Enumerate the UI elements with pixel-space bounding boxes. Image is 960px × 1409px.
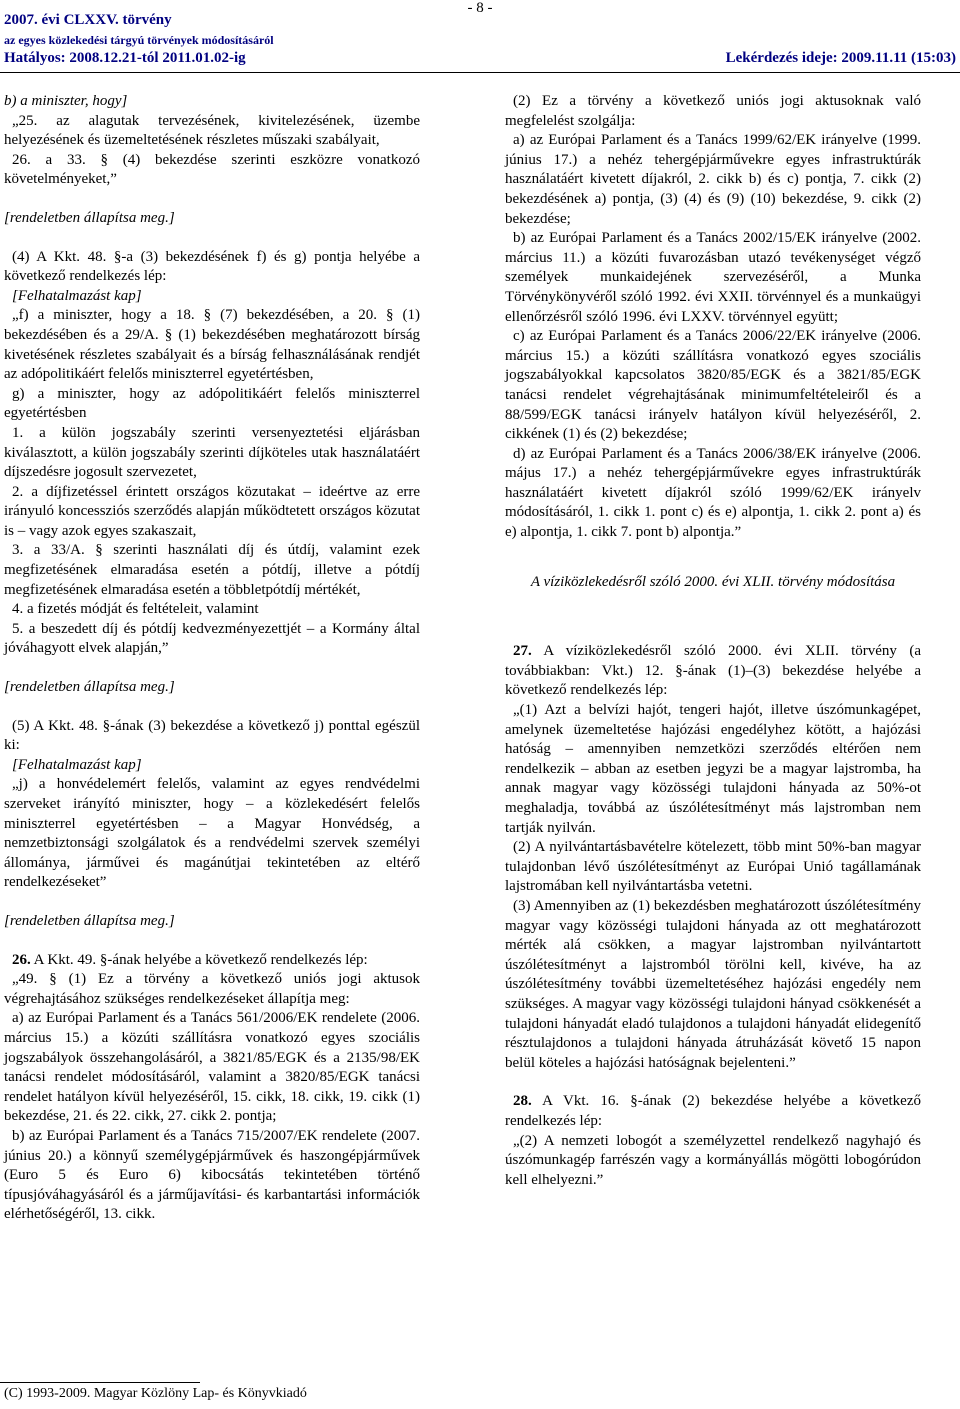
- paragraph: a) az Európai Parlament és a Tanács 561/2006/EK rendelete (2006. március 15.) a közúti szállításra vonatkozó egyes szociális jogszabályok összehangolásáról, a 3821/85/EGK és a 2135/98/EK tanácsi rendelet módosításáról, valamint a 3820/85/EGK tanácsi rendelet hatályon kívül helyezéséről, 15. cikk, 18. cikk, 19. cikk (1) bekezdése, 21. és 22. cikk, 27. cikk 2. pontja;: [4, 1010, 420, 1125]
- paragraph: a) az Európai Parlament és a Tanács 1999/62/EK irányelve (1999. június 17.) a nehéz tehergépjárművekre egyes infrastruktúrák használatáért kivetett díjakról, 2. cikk b) és c) pontja, 7. cikk (2) bekezdésének a) pontja, (3) (4) és (9) (10) bekezdése, 9. cikk (2) bekezdése;: [505, 132, 921, 227]
- query-time: Lekérdezés ideje: 2009.11.11 (15:03): [725, 50, 956, 66]
- paragraph: b) a miniszter, hogy]: [4, 93, 128, 109]
- left-column: [4, 92, 420, 1225]
- footer-divider: [0, 1382, 200, 1383]
- document-title: 2007. évi CLXXV. törvény: [4, 12, 172, 28]
- section-heading: A víziközlekedésről szóló 2000. évi XLII. törvény módosítása: [530, 573, 896, 590]
- paragraph: „25. az alagutak tervezésének, kivitelezésének, üzembe helyezésének és üzemeltetésének részletes műszaki szabályait,: [4, 112, 420, 149]
- page-number: - 8 -: [467, 0, 493, 16]
- section-number: 27.: [513, 643, 532, 660]
- paragraph: (2) Ez a törvény a következő uniós jogi aktusoknak való megfelelést szolgálja:: [505, 93, 921, 129]
- paragraph: 5. a beszedett díj és pótdíj kedvezményezettjét – a Kormány által jóváhagyott elvek alapján,”: [4, 620, 420, 657]
- paragraph: [505, 642, 921, 701]
- paragraph: 2. a díjfizetéssel érintett országos közutakat – ideértve az erre irányuló koncessziós szerződés alapján működtetett országos közutat is – vagy azok egyes szakaszait,: [4, 483, 420, 539]
- bracket-note: [rendeletben állapítsa meg.]: [4, 912, 175, 929]
- bracket-note: [Felhatalmazást kap]: [12, 756, 142, 773]
- paragraph: „(2) A nemzeti lobogót a személyzettel rendelkező nagyhajó és úszómunkagép farrészén vagy a kormányállás mögötti lobogórúdon kell elhelyezni.”: [505, 1132, 921, 1188]
- paragraph: [505, 1092, 921, 1131]
- paragraph: (3) Amennyiben az (1) bekezdésben meghatározott úszólétesítmény magyar vagy közösségi tulajdoni hányada az ott meghatározott mérték alá csökken, a magyar lajstromban nyilvántartott úszólétesítményt a lajstromból törölni kell, kivéve, ha az úszólétesítmény további üzemeltetéséhez hajózási engedély nem szükséges. A magyar vagy közösségi tulajdoni hányad csökkenését a tulajdoni hányadát eladó tulajdonos a tulajdoni hányadát elidegenítő résztulajdonos a tulajdoni hányada átruházását követő 15 napon belül köteles a hajózási hatóságnak bejelenteni.”: [505, 897, 921, 1071]
- header-divider: [0, 72, 960, 73]
- paragraph: b) az Európai Parlament és a Tanács 715/2007/EK rendelete (2007. június 20.) a könnyű személygépjárművek és haszongépjárművek (Euro 5 és Euro 6) kibocsátás tekintetében történő típusjóváhagyásáról és a járműjavítási- és karbantartási információk elérhetőségéről, 13. cikk.: [4, 1127, 420, 1223]
- paragraph: „(1) Azt a belvízi hajót, tengeri hajót, illetve úszómunkagépet, amelynek üzemeltetése hajózási engedélyhez kötött, a hajózási hatóság – amennyiben nemzetközi szerződés eltérően nem rendelkezik – abban az esetben jegyzi be a magyar lajstromba, ha annak magyar vagy közösségi tulajdoni hányada az 50%-ot meghaladja, továbbá az úszólétesítményt más lajstromban nem tartják nyilván.: [505, 702, 921, 836]
- paragraph: d) az Európai Parlament és a Tanács 2006/38/EK irányelve (2006. május 17.) a nehéz tehergépjárművekre egyes infrastruktúrák használatáért kivetett díjakról szóló 1999/62/EK irányelv módosításáról, 1. cikk 1. pont c) és e) alpontja, 1. cikk 2. pont a) és e) alpontja, 1. cikk 7. pont b) alpontja.”: [505, 445, 921, 541]
- bracket-note: [Felhatalmazást kap]: [12, 287, 142, 304]
- footer-copyright: (C) 1993-2009. Magyar Közlöny Lap- és Könyvkiadó: [4, 1386, 307, 1401]
- paragraph: 1. a külön jogszabály szerinti versenyeztetési eljárásban kiválasztott, a külön jogszabály szerinti díjköteles utak használatáért díjszedésre jogosult szervezetet,: [4, 424, 420, 481]
- paragraph-text: A víziközlekedésről szóló 2000. évi XLII. törvény (a továbbiakban: Vkt.) 12. §-ának (1)–(3) bekezdése helyébe a következő rendelkezés lép:: [505, 643, 921, 699]
- paragraph: (2) A nyilvántartásbavételre kötelezett, több mint 50%-ban magyar tulajdonban lévő úszólétesítményt az Európai Unió tagállamának lajstromában kell nyilvántartásba vetetni.: [505, 839, 921, 895]
- paragraph: c) az Európai Parlament és a Tanács 2006/22/EK irányelve (2006. március 15.) a közúti szállításra vonatkozó egyes szociális jogszabályokkal kapcsolatos 3820/85/EGK és a 3821/85/EGK tanácsi rendelet végrehajtásának minimumfeltételeiről és a 88/599/EGK tanácsi irányelv hatályon kívül helyezéséről, 2. cikkének (1) és (2) bekezdése;: [505, 328, 921, 443]
- paragraph: 26. a 33. § (4) bekezdése szerinti eszközre vonatkozó követelményeket,”: [4, 151, 420, 188]
- right-column: [505, 92, 921, 1190]
- paragraph: b) az Európai Parlament és a Tanács 2002/15/EK irányelve (2002. március 11.) a közúti fuvarozásban utazó tevékenységet végző személyek munkaidejének szervezéséről, a Munka Törvénykönyvéről szóló 1992. évi XXII. törvénnyel és a munkaügyi ellenőrzésről szóló 1996. évi LXXV. törvénnyel együtt;: [505, 230, 921, 325]
- section-number: 28.: [513, 1093, 532, 1110]
- paragraph: „49. § (1) Ez a törvény a következő uniós jogi aktusok végrehajtásához szükséges rendelkezéseket állapítja meg:: [4, 971, 420, 1007]
- paragraph-text: A Kkt. 49. §-ának helyébe a következő rendelkezés lép:: [30, 951, 368, 968]
- paragraph: (5) A Kkt. 48. §-ának (3) bekezdése a következő j) ponttal egészül ki:: [4, 717, 420, 754]
- paragraph: „f) a miniszter, hogy a 18. § (7) bekezdésében, a 20. § (1) bekezdésében és a 29/A. § (1) bekezdésében meghatározott bírság kivetésének részletes szabályait és a bírság felhasználásának rendjét az adópolitikáért felelős miniszterrel egyetértésben,: [4, 307, 420, 383]
- paragraph: g) a miniszter, hogy az adópolitikáért felelős miniszterrel egyetértésben: [4, 385, 420, 422]
- paragraph: 3. a 33/A. § szerinti használati díj és útdíj, valamint ezek megfizetésének elmaradása esetén a pótdíj, illetve a pótdíj megfizetésének elmaradása esetén a többletpótdíj mértékét,: [4, 542, 420, 598]
- effective-dates: Hatályos: 2008.12.21-tól 2011.01.02-ig: [4, 50, 246, 66]
- paragraph: [4, 951, 420, 971]
- bracket-note: [rendeletben állapítsa meg.]: [4, 209, 175, 226]
- paragraph: „j) a honvédelemért felelős, valamint az egyes rendvédelmi szerveket irányító miniszter, hogy – a közlekedésért felelős miniszterrel egyetértésben – a Magyar Honvédség, a nemzetbiztonsági szolgálatok és a rendvédelmi szervek személyi állománya, járművei és magánútjai tekintetében az eltérő rendelkezéseket”: [4, 776, 420, 891]
- paragraph: (4) A Kkt. 48. §-a (3) bekezdésének f) és g) pontja helyébe a következő rendelkezés lép:: [4, 248, 420, 285]
- paragraph-text: A Vkt. 16. §-ának (2) bekezdése helyébe a következő rendelkezés lép:: [505, 1093, 921, 1129]
- paragraph: 4. a fizetés módját és feltételeit, valamint: [12, 601, 259, 618]
- bracket-note: [rendeletben állapítsa meg.]: [4, 679, 175, 696]
- document-subtitle: az egyes közlekedési tárgyú törvények módosításáról: [4, 33, 274, 47]
- section-number: 26.: [12, 951, 31, 968]
